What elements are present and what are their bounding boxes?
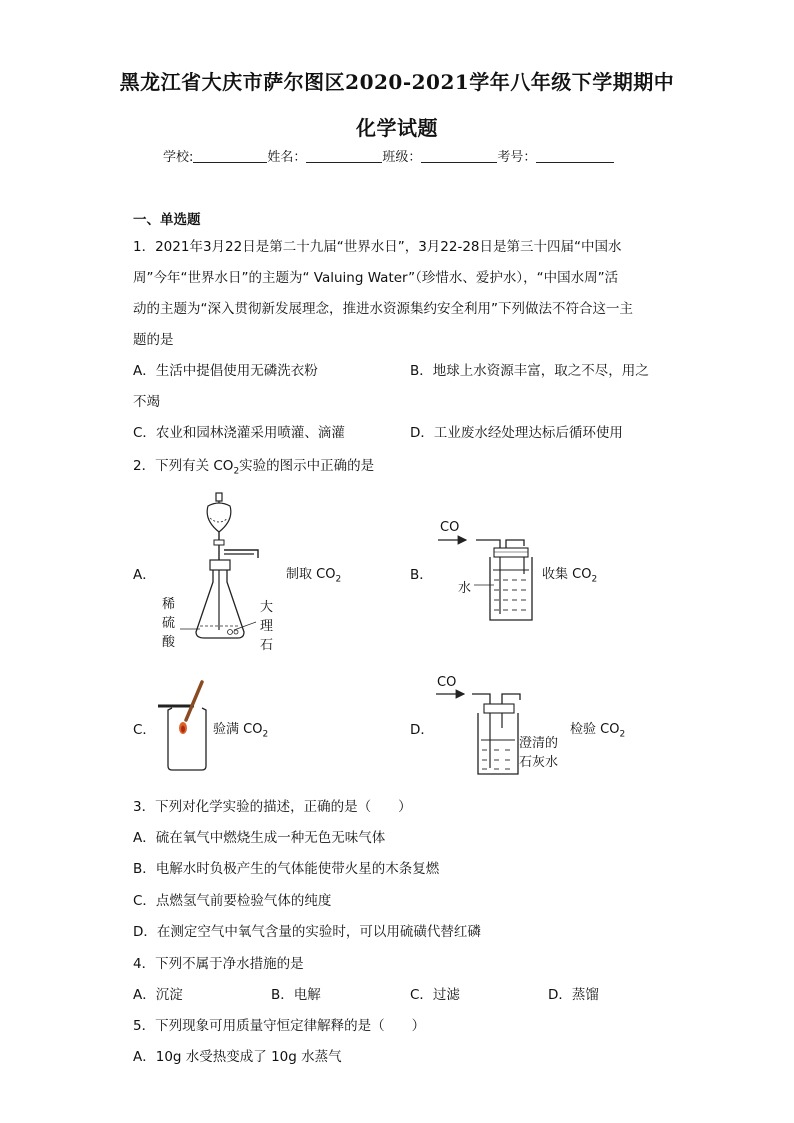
q2-figure-b-gas-bottle	[436, 534, 536, 626]
q2-d-caption: 检验 $CO_2$	[570, 722, 626, 740]
q2-figure-c-bottle-splint	[158, 680, 218, 776]
q1-stem-line4: 题的是	[133, 332, 174, 348]
q2-stem: 2．下列有关 $CO_2$实验的图示中正确的是	[133, 458, 375, 477]
number-label: 考号：	[497, 150, 537, 165]
q5-stem: 5．下列现象可用质量守恒定律解释的是（ ）	[133, 1018, 426, 1034]
q2-option-a-letter[interactable]: A．	[133, 567, 156, 583]
q3-option-c[interactable]: C．点燃氢气前要检验气体的纯度	[133, 893, 332, 909]
class-field[interactable]	[421, 149, 497, 163]
q2-option-b-letter[interactable]: B．	[410, 567, 433, 583]
q3-stem: 3．下列对化学实验的描述，正确的是（ ）	[133, 799, 412, 815]
q5-option-a[interactable]: A．10g 水受热变成了 10g 水蒸气	[133, 1049, 342, 1065]
exam-title-line1: 黑龙江省大庆市萨尔图区2020-2021学年八年级下学期期中	[119, 70, 675, 94]
school-field[interactable]	[193, 149, 267, 163]
q4-option-d[interactable]: D．蒸馏	[548, 987, 599, 1003]
q1-option-c[interactable]: C．农业和园林浇灌采用喷灌、滴灌	[133, 425, 345, 441]
class-label: 班级：	[382, 150, 422, 165]
q2-a-marble-label-3: 石	[260, 638, 274, 653]
q2-b-water-label: 水	[458, 581, 472, 596]
q2-b-caption: 收集 $CO_2$	[542, 567, 598, 585]
q3-option-d[interactable]: D．在测定空气中氧气含量的实验时，可以用硫磺代替红磷	[133, 924, 481, 940]
name-field[interactable]	[306, 149, 382, 163]
name-label: 姓名：	[267, 150, 307, 165]
section-heading: 一、单选题	[133, 212, 201, 228]
q2-a-marble-label-1: 大	[260, 600, 274, 615]
q4-option-a[interactable]: A．沉淀	[133, 987, 183, 1003]
student-info-row	[163, 146, 614, 165]
q2-a-acid-label-3: 酸	[162, 635, 176, 650]
q1-stem-line3: 动的主题为“深入贯彻新发展理念，推进水资源集约安全利用”下列做法不符合这一主	[133, 301, 633, 317]
q1-option-d[interactable]: D．工业废水经处理达标后循环使用	[410, 425, 623, 441]
q2-c-caption: 验满 $CO_2$	[213, 722, 269, 740]
q2-b-gas-label: CO	[440, 520, 460, 535]
q4-option-c[interactable]: C．过滤	[410, 987, 460, 1003]
q4-stem: 4．下列不属于净水措施的是	[133, 956, 304, 972]
q2-d-limewater-label-2: 石灰水	[519, 755, 559, 770]
q3-option-a[interactable]: A．硫在氧气中燃烧生成一种无色无味气体	[133, 830, 386, 846]
q1-option-b[interactable]: B．地球上水资源丰富，取之不尽，用之	[410, 363, 649, 379]
q4-option-b[interactable]: B．电解	[271, 987, 321, 1003]
q1-option-a[interactable]: A．生活中提倡使用无磷洗衣粉	[133, 363, 318, 379]
q1-option-b-cont: 不竭	[133, 394, 160, 410]
q2-d-limewater-label-1: 澄清的	[519, 736, 559, 751]
q2-option-c-letter[interactable]: C．	[133, 722, 156, 738]
q1-stem-line2: 周”今年“世界水日”的主题为“ Valuing Water”（珍惜水、爱护水），“中国水周”活	[133, 270, 619, 286]
q2-d-gas-label: CO	[437, 675, 457, 690]
q2-a-acid-label-1: 稀	[162, 597, 176, 612]
q3-option-b[interactable]: B．电解水时负极产生的气体能使带火星的木条复燃	[133, 861, 440, 877]
q2-a-caption: 制取 $CO_2$	[286, 567, 342, 585]
q2-option-d-letter[interactable]: D．	[410, 722, 434, 738]
q1-stem-line1: 1．2021年3月22日是第二十九届“世界水日”，3月22-28日是第三十四届“中国水	[133, 239, 622, 255]
q2-a-acid-label-2: 硫	[162, 616, 176, 631]
number-field[interactable]	[536, 149, 614, 163]
school-label: 学校:	[163, 150, 194, 165]
exam-title-line2: 化学试题	[356, 116, 438, 140]
q2-a-marble-label-2: 理	[260, 619, 274, 634]
